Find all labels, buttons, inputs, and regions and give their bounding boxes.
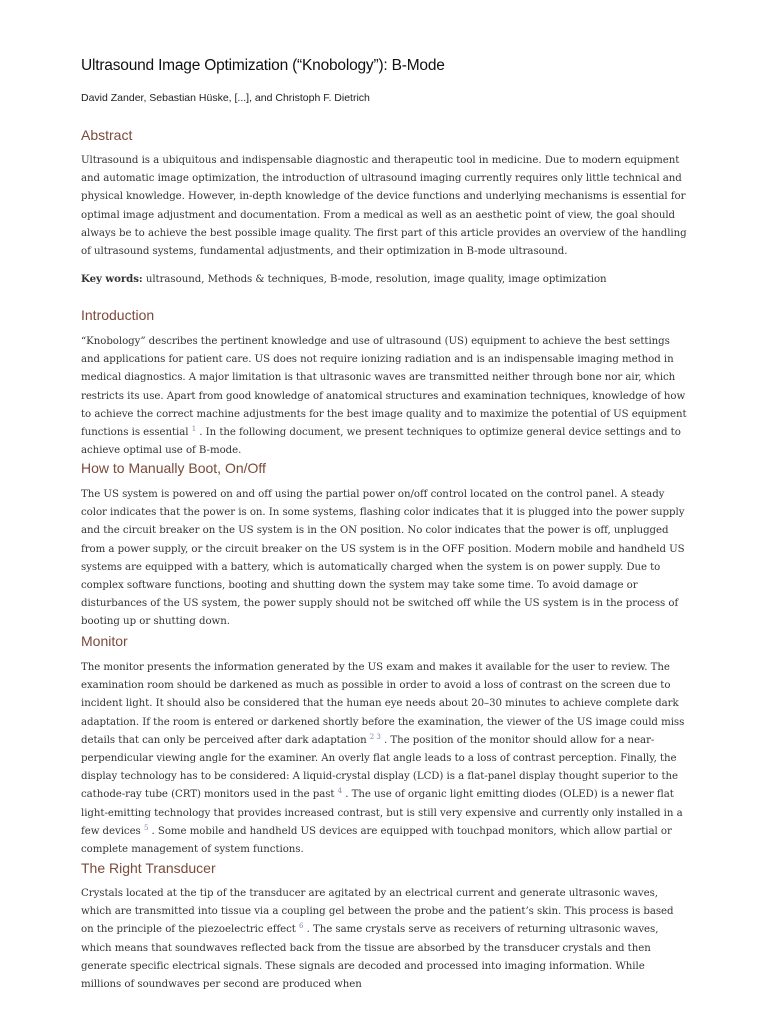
keywords-line [81, 270, 687, 289]
citation-ref[interactable]: 1 [191, 425, 197, 434]
monitor-text-part: . The use of organic light emitting diodes (OLED) is a newer flat light-emitting technology that provides increased contrast, but is still very expensive and currently only installed in a few devices [81, 789, 683, 837]
transducer-text-part: Crystals located at the tip of the transducer are agitated by an electrical current and generate ultrasonic waves, which are transmitted into tissue via a coupling gel between the probe and the patient’s skin. This process is based on the principle of the piezoelectric effect [81, 888, 674, 936]
monitor-heading: Monitor [81, 633, 128, 649]
monitor-text-part: . Some mobile and handheld US devices are equipped with touchpad monitors, which allow partial or complete management of system functions. [81, 825, 672, 856]
transducer-text [81, 885, 687, 994]
citation-ref[interactable]: 4 [337, 787, 343, 796]
keywords-list: ultrasound, Methods & techniques, B-mode, resolution, image quality, image optimization [142, 274, 607, 285]
abstract-heading: Abstract [81, 127, 133, 143]
transducer-text-part: . The same crystals serve as receivers of returning ultrasonic waves, which means that soundwaves reflected back from the tissue are absorbed by the transducer crystals and then generate specific electrical signals. These signals are decoded and processed into imaging information. While millions of soundwaves per second are produced when [81, 924, 659, 991]
abstract-text: Ultrasound is a ubiquitous and indispensable diagnostic and therapeutic tool in medicine. Due to modern equipment and automatic image optimization, the introduction of ultrasound imaging currently requires only little technical and physical knowledge. However, in-depth knowledge of the device functions and underlying mechanisms is essential for optimal image adjustment and documentation. From a medical as well as an aesthetic point of view, the goal should always be to achieve the best possible image quality. The first part of this article provides an overview of the handling of ultrasound systems, fundamental adjustments, and their optimization in B-mode ultrasound. [81, 155, 687, 258]
citation-ref[interactable]: 5 [143, 823, 149, 832]
monitor-text [81, 659, 687, 859]
introduction-text-part: . In the following document, we present techniques to optimize general device settings and to achieve optimal use of B-mode. [81, 427, 681, 457]
monitor-text-part: . The position of the monitor should allow for a near-perpendicular viewing angle for the examiner. An overly flat angle leads to a loss of contrast perception. Finally, the display technology has to be considered: A liquid-crystal display (LCD) is a flat-panel display thought superior to the cathode-ray tube (CRT) monitors used in the past [81, 734, 679, 801]
boot-heading: How to Manually Boot, On/Off [81, 460, 266, 476]
boot-text: The US system is powered on and off using the partial power on/off control located on the control panel. A steady color indicates that the power is on. In some systems, flashing color indicates that it is plugged into the power supply and the circuit breaker on the US system is in the ON position. No color indicates that the power is off, unplugged from a power supply, or the circuit breaker on the US system is in the OFF position. Modern mobile and handheld US systems are equipped with a battery, which is automatically charged when the system is on power supply. Due to complex software functions, booting and shutting down the system may take some time. To avoid damage or disturbances of the US system, the power supply should not be switched off while the US system is in the process of booting up or shutting down. [81, 489, 685, 628]
monitor-text-part: The monitor presents the information generated by the US exam and makes it available for the user to review. The examination room should be darkened as much as possible in order to avoid a loss of contrast on the screen due to incident light. It should also be considered that the human eye needs about 20–30 minutes to achieve complete dark adaptation. If the room is entered or darkened shortly before the examination, the viewer of the US image could miss details that can only be perceived after dark adaptation [81, 662, 685, 746]
transducer-heading: The Right Transducer [81, 860, 216, 876]
introduction-text-part: “Knobology” describes the pertinent knowledge and use of ultrasound (US) equipment to achieve the best settings and applications for patient care. US does not require ionizing radiation and is an indispensable imaging method in medical diagnostics. A major limitation is that ultrasonic waves are transmitted neither through bone nor air, which restricts its use. Apart from good knowledge of anatomical structures and examination techniques, knowledge of how to achieve the correct machine adjustments for the best image quality and to maximize the potential of US equipment functions is essential [81, 336, 687, 439]
introduction-text [81, 333, 687, 460]
article-title: Ultrasound Image Optimization (“Knobology”): B-Mode [81, 57, 445, 74]
keywords-label: Key words: [81, 273, 143, 285]
author-list: David Zander, Sebastian Hüske, [...], and Christoph F. Dietrich [81, 92, 370, 104]
citation-ref[interactable]: 6 [299, 922, 304, 931]
introduction-heading: Introduction [81, 307, 155, 323]
citation-ref[interactable]: 2 3 [369, 732, 381, 741]
